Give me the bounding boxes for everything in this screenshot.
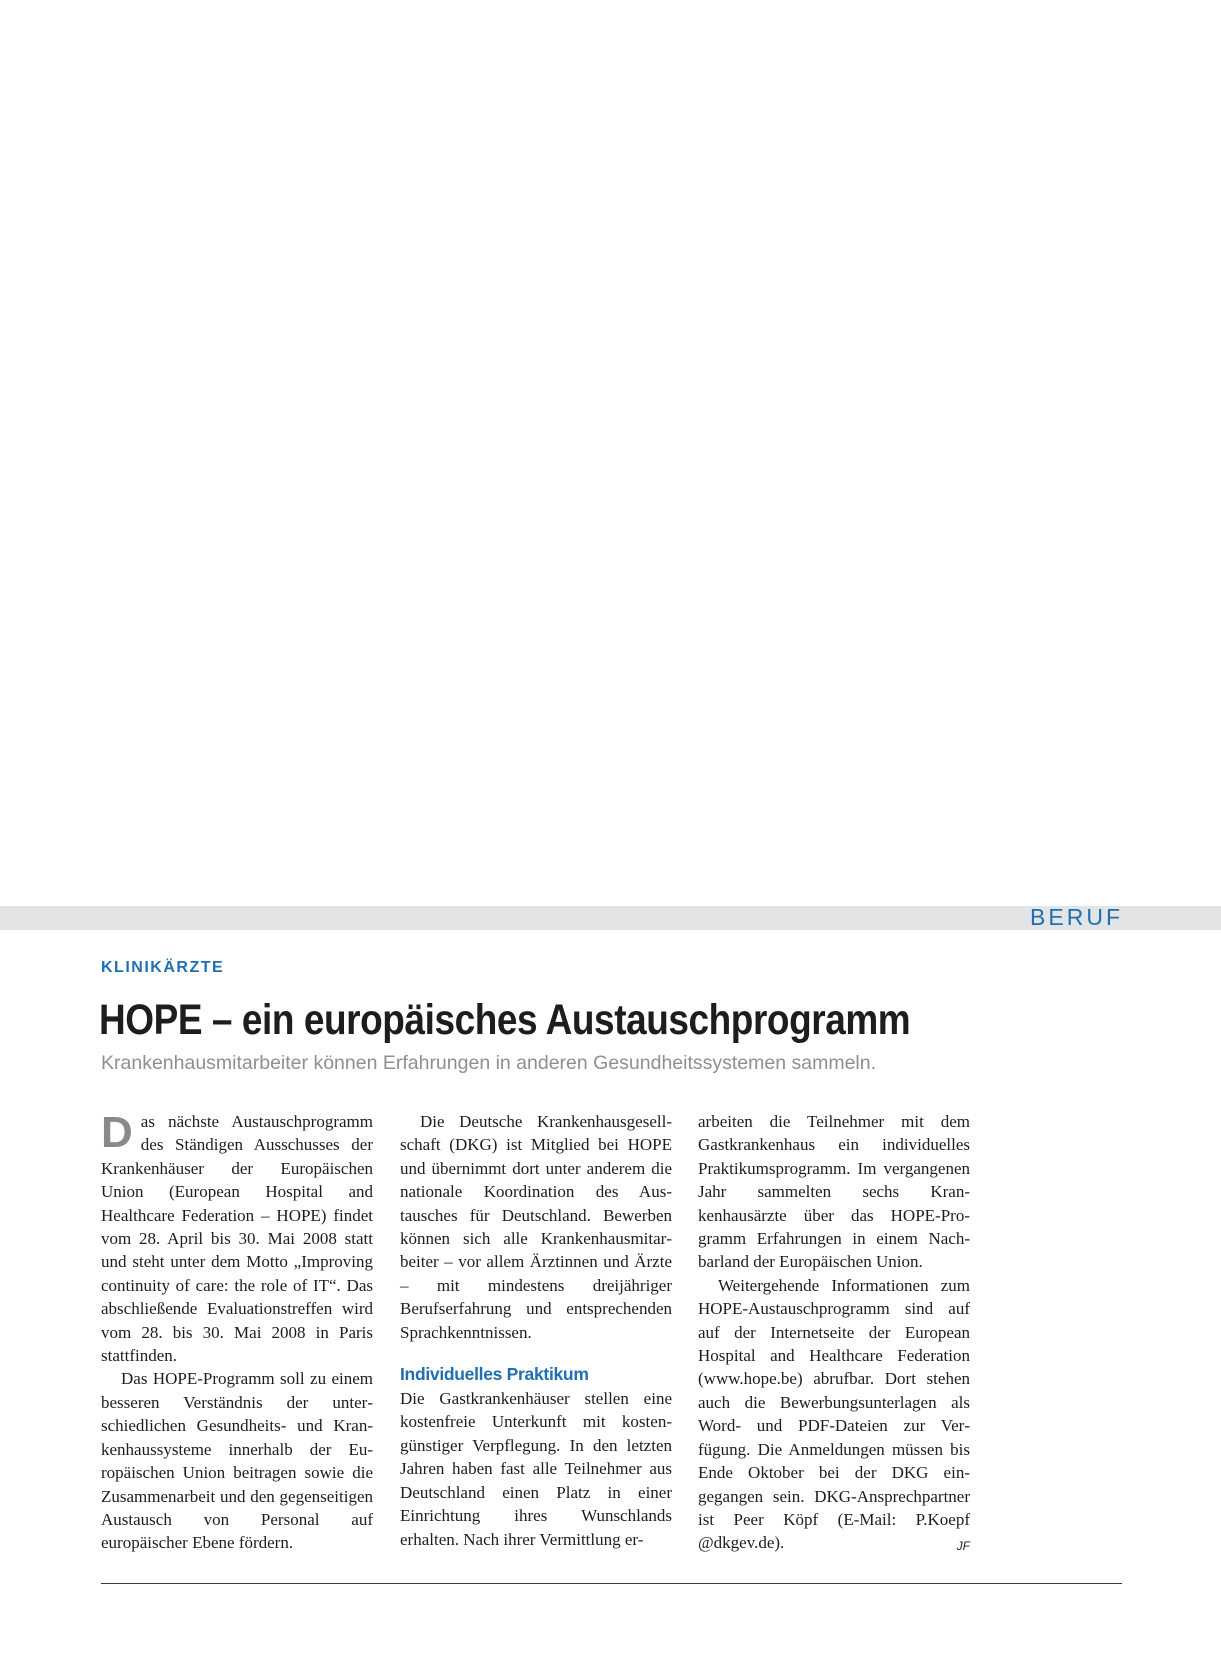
article-subtitle: Krankenhausmitarbeiter können Erfahrungen in anderen Gesundheitssystemen sammeln.: [101, 1052, 877, 1074]
dropcap: D: [101, 1108, 133, 1157]
text-column-3: [698, 1110, 970, 1559]
text-column-1: [101, 1110, 373, 1555]
author-initials: JF: [956, 1539, 970, 1554]
paragraph-intro: [101, 1110, 373, 1367]
paragraph-information: [698, 1274, 970, 1555]
paragraph-information-text: Weitergehende Informationen zum HOPE-Austauschprogramm sind auf auf der Internetseite der European Hospital and Healthcare Federation (www.hope.be) abrufbar. Dort stehen auch die Bewerbungsunterlagen als Word- und PDF-Dateien zur Verfügung. Die Anmeldungen müssen bis Ende Oktober bei der DKG eingegangen sein. DKG-Ansprechpartner ist Peer Köpf (E-Mail: P.Koepf @dkgev.de).: [698, 1275, 970, 1553]
bottom-rule: [101, 1583, 1122, 1584]
paragraph-program-goal: Das HOPE-Programm soll zu einem besseren Verständnis der unterschiedlichen Gesundheits- und Krankenhaussysteme innerhalb der Europäischen Union beitragen sowie die Zusammenarbeit und den gegenseitigen Austausch von Personal auf europäischer Ebene fördern.: [101, 1369, 373, 1553]
paragraph-intro-text: as nächste Austauschprogramm des Ständigen Ausschusses der Krankenhäuser der Europäischen Union (European Hospital and Healthcare Federation – HOPE) findet vom 28. April bis 30. Mai 2008 statt und steht unter dem Motto „Improving continuity of care: the role of IT“. Das abschließende Evaluationstreffen wird vom 28. bis 30. Mai 2008 in Paris stattfinden.: [101, 1112, 373, 1366]
article-kicker: KLINIKÄRZTE: [101, 959, 225, 976]
text-column-2: [400, 1110, 672, 1551]
paragraph-gastkrankenhaus-part2: arbeiten die Teilnehmer mit dem Gastkrankenhaus ein individuelles Praktikumsprogramm. Im vergangenen Jahr sammelten sechs Krankenhausärzte über das HOPE-Programm Erfahrungen in einem Nachbarland der Europäischen Union.: [698, 1112, 970, 1272]
subheading-praktikum: Individuelles Praktikum: [400, 1364, 589, 1385]
section-label: BERUF: [1030, 904, 1123, 930]
paragraph-dkg: Die Deutsche Krankenhausgesellschaft (DKG) ist Mitglied bei HOPE und übernimmt dort unter anderem die nationale Koordination des Austausches für Deutschland. Bewerben können sich alle Krankenhausmitarbeiter – vor allem Ärztinnen und Ärzte – mit mindestens dreijähriger Berufserfahrung und entsprechenden Sprachkenntnissen.: [400, 1112, 672, 1342]
paragraph-gastkrankenhaus-part1: Die Gastkrankenhäuser stellen eine kostenfreie Unterkunft mit kostengünstiger Verpflegung. In den letzten Jahren haben fast alle Teilnehmer aus Deutschland einen Platz in einer Einrichtung ihres Wunschlands erhalten. Nach ihrer Vermittlung er-: [400, 1389, 672, 1549]
article-headline: HOPE – ein europäisches Austauschprogramm: [99, 996, 911, 1044]
